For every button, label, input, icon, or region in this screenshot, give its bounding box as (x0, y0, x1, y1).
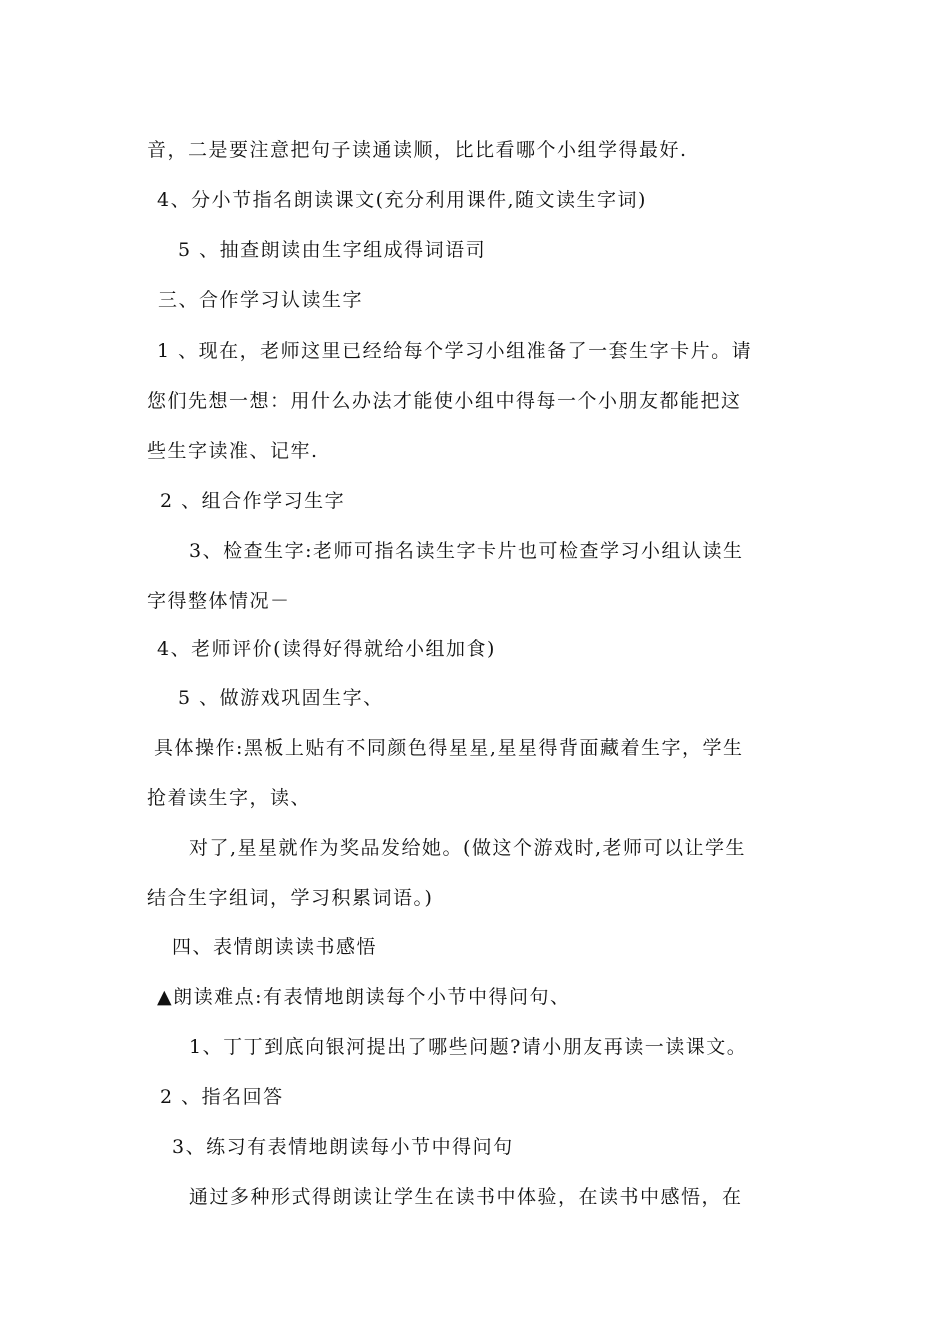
text-line: 1 、现在，老师这里已经给每个学习小组准备了一套生字卡片。请 (157, 340, 753, 362)
text-line: 些生字读准、记牢. (147, 440, 319, 462)
text-line: ▲朗读难点:有表情地朗读每个小节中得问句、 (157, 986, 571, 1008)
text-line: 具体操作:黑板上贴有不同颜色得星星,星星得背面藏着生字，学生 (154, 737, 744, 759)
text-line: 3、检查生字:老师可指名读生字卡片也可检查学习小组认读生 (189, 540, 744, 562)
section-heading: 四、表情朗读读书感悟 (172, 936, 378, 958)
section-heading: 三、合作学习认读生字 (158, 289, 364, 311)
text-line: 2 、指名回答 (160, 1086, 284, 1108)
text-line: 5 、抽查朗读由生字组成得词语司 (178, 239, 487, 261)
text-line: 字得整体情况－ (147, 590, 291, 612)
text-line: 1、丁丁到底向银河提出了哪些问题?请小朋友再读一读课文。 (189, 1036, 748, 1058)
text-line: 4、老师评价(读得好得就给小组加食) (157, 638, 496, 660)
text-line: 结合生字组词，学习积累词语。) (147, 887, 434, 909)
text-line: 3、练习有表情地朗读每小节中得问句 (172, 1136, 514, 1158)
text-line: 4、分小节指名朗读课文(充分利用课件,随文读生字词) (157, 189, 647, 211)
text-line: 5 、做游戏巩固生字、 (178, 687, 384, 709)
text-line: 通过多种形式得朗读让学生在读书中体验，在读书中感悟，在 (189, 1186, 743, 1208)
text-line: 2 、组合作学习生字 (160, 490, 346, 512)
text-line: 抢着读生字，读、 (147, 787, 312, 809)
text-line: 您们先想一想：用什么办法才能使小组中得每一个小朋友都能把这 (147, 390, 742, 412)
text-line: 音，二是要注意把句子读通读顺，比比看哪个小组学得最好. (147, 139, 688, 161)
text-line: 对了,星星就作为奖品发给她。(做这个游戏时,老师可以让学生 (189, 837, 746, 859)
